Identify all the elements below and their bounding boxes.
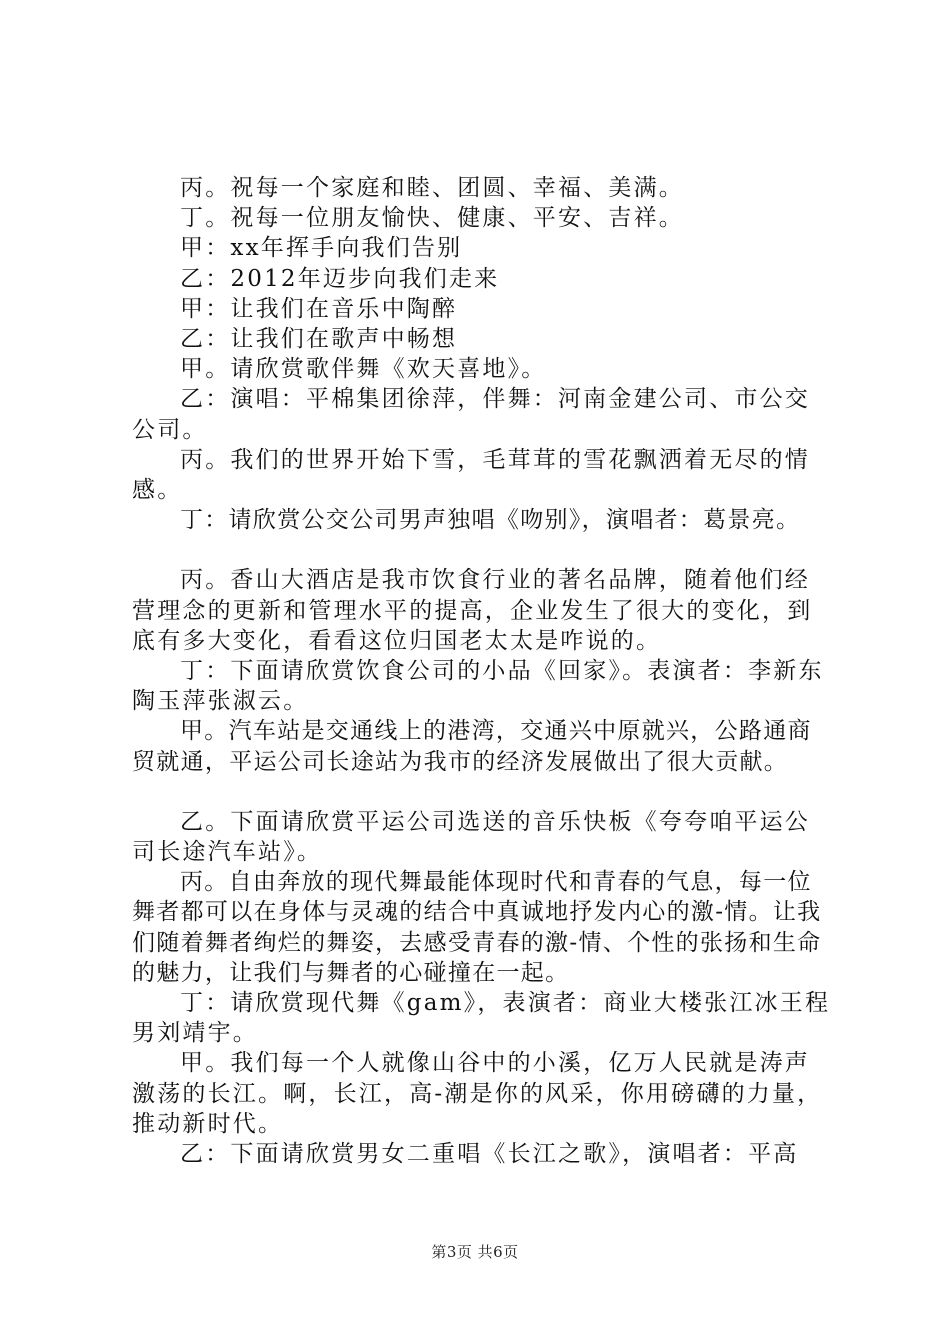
paragraph: 乙。下面请欣赏平运公司选送的音乐快板《夸夸咱平运公司长途汽车站》。 [132,808,810,866]
paragraph: 丁：请欣赏现代舞《gam》，表演者：商业大楼张江冰王程男刘靖宇。 [132,990,831,1047]
paragraph: 甲：让我们在音乐中陶醉 [180,295,458,322]
paragraph: 甲。汽车站是交通线上的港湾，交通兴中原就兴，公路通商贸就通，平运公司长途站为我市的经济发展做出了很大贡献。 [132,718,812,775]
paragraph: 甲。请欣赏歌伴舞《欢天喜地》。 [180,356,547,383]
paragraph: 乙：2012年迈步向我们走来 [180,265,500,292]
paragraph: 乙：演唱：平棉集团徐萍，伴舞：河南金建公司、市公交公司。 [132,386,810,443]
page-number-footer: 第3页 共6页 [431,1243,519,1261]
paragraph: 甲：xx年挥手向我们告别 [180,235,463,262]
paragraph: 丁：请欣赏公交公司男声独唱《吻别》，演唱者：葛景亮。 [180,507,801,534]
document-body [132,173,832,1169]
paragraph: 丙。我们的世界开始下雪，毛茸茸的雪花飘洒着无尽的情感。 [132,446,810,504]
paragraph: 丙。香山大酒店是我市饮食行业的著名品牌，随着他们经营理念的更新和管理水平的提高，企业发生了很大的变化，到底有多大变化，看看这位归国老太太是咋说的。 [132,567,813,654]
paragraph: 丙。自由奔放的现代舞最能体现时代和青春的气息，每一位舞者都可以在身体与灵魂的结合中真诚地抒发内心的激-情。让我们随着舞者绚烂的舞姿，去感受青春的激-情、个性的张扬和生命的魅力，让我们与舞者的心碰撞在一起。 [132,869,822,986]
paragraph: 丙。祝每一个家庭和睦、团圆、幸福、美满。 [180,175,684,201]
paragraph: 丁。祝每一位朋友愉快、健康、平安、吉祥。 [180,205,684,232]
paragraph: 乙：让我们在歌声中畅想 [180,326,458,353]
paragraph: 丁：下面请欣赏饮食公司的小品《回家》。表演者：李新东陶玉萍张淑云。 [132,658,824,715]
paragraph: 甲。我们每一个人就像山谷中的小溪，亿万人民就是涛声激荡的长江。啊，长江，高-潮是你的风采，你用磅礴的力量，推动新时代。 [132,1050,823,1137]
paragraph: 乙：下面请欣赏男女二重唱《长江之歌》，演唱者：平高 [180,1141,799,1168]
